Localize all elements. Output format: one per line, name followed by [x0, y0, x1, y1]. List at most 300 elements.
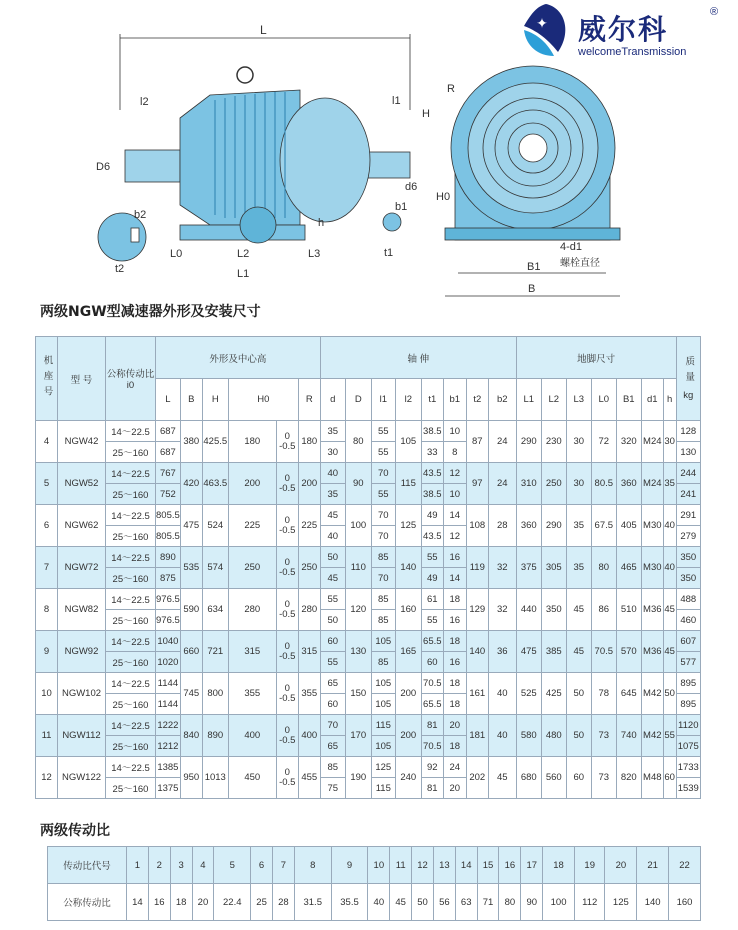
cell-seat: 12 [36, 757, 58, 799]
cell-R: 250 [298, 547, 320, 589]
cell-ratio: 25～160 [106, 526, 156, 547]
ratio-code: 19 [574, 847, 604, 884]
cell-ratio: 25～160 [106, 694, 156, 715]
cell-ratio: 25～160 [106, 442, 156, 463]
hdr-ratio-label: 公称传动比 [106, 369, 155, 380]
cell-d1: M24 [641, 421, 663, 463]
ratio-value: 20 [192, 884, 214, 921]
label-B1: B1 [527, 261, 541, 273]
cell-B: 745 [180, 673, 202, 715]
cell-L: 976.5 [156, 610, 181, 631]
cell-l1: 115 [371, 778, 395, 799]
cell-L2: 350 [541, 589, 566, 631]
table-row [36, 673, 701, 694]
cell-b1: 8 [443, 442, 466, 463]
ratio-value: 28 [273, 884, 295, 921]
cell-R: 400 [298, 715, 320, 757]
cell-t1: 92 [421, 757, 443, 778]
cell-b1: 20 [443, 778, 466, 799]
cell-l1: 55 [371, 442, 395, 463]
cell-kg: 128 [676, 421, 700, 442]
table-row [36, 589, 701, 610]
label-b1: b1 [395, 201, 408, 213]
label-L2: L2 [237, 248, 250, 260]
hdr-col-B1: B1 [616, 379, 641, 421]
cell-h: 40 [663, 547, 676, 589]
ratio-value: 22.4 [214, 884, 251, 921]
cell-kg: 895 [676, 673, 700, 694]
cell-D: 80 [345, 421, 371, 463]
label-h: h [318, 217, 325, 229]
ratio-code: 11 [390, 847, 412, 884]
cell-ratio: 14～22.5 [106, 463, 156, 484]
cell-L0: 86 [591, 589, 616, 631]
cell-ratio: 14～22.5 [106, 547, 156, 568]
cell-L: 767 [156, 463, 181, 484]
cell-model: NGW92 [58, 631, 106, 673]
ratio-value: 16 [148, 884, 170, 921]
cell-H0: 180 [228, 421, 276, 463]
hdr-col-L2: L2 [541, 379, 566, 421]
cell-L0: 73 [591, 715, 616, 757]
label-l1: l1 [392, 95, 401, 107]
table-row [36, 463, 701, 484]
cell-b1: 16 [443, 610, 466, 631]
ratio-value: 125 [605, 884, 637, 921]
cell-d1: M30 [641, 547, 663, 589]
cell-b1: 18 [443, 736, 466, 757]
tolerance: 0 -0.5 [279, 430, 296, 452]
cell-t2: 97 [466, 463, 488, 505]
ratio-code: 1 [127, 847, 149, 884]
cell-L: 1222 [156, 715, 181, 736]
ratio-code: 18 [543, 847, 575, 884]
label-L1: L1 [237, 268, 250, 280]
ratio-value: 18 [170, 884, 192, 921]
cell-l1: 70 [371, 526, 395, 547]
hdr-col-h: h [663, 379, 676, 421]
cell-R: 455 [298, 757, 320, 799]
cell-kg: 244 [676, 463, 700, 484]
cell-d: 40 [320, 463, 345, 484]
cell-kg: 130 [676, 442, 700, 463]
cell-D: 190 [345, 757, 371, 799]
tolerance: 0 -0.5 [279, 472, 296, 494]
cell-H: 634 [202, 589, 228, 631]
cell-t1: 49 [421, 568, 443, 589]
label-L: L [260, 23, 267, 37]
cell-l1: 115 [371, 715, 395, 736]
cell-ratio: 25～160 [106, 568, 156, 589]
cell-t1: 65.5 [421, 631, 443, 652]
table-row [36, 757, 701, 778]
cell-B1: 740 [616, 715, 641, 757]
cell-H0: 200 [228, 463, 276, 505]
main-table-title: 两级NGW型减速器外形及安装尺寸 [40, 304, 261, 320]
cell-kg: 1539 [676, 778, 700, 799]
table-row [36, 547, 701, 568]
cell-H0: 250 [228, 547, 276, 589]
cell-model: NGW122 [58, 757, 106, 799]
ratio-value: 90 [521, 884, 543, 921]
cell-l2: 140 [395, 547, 421, 589]
cell-B1: 820 [616, 757, 641, 799]
cell-B: 380 [180, 421, 202, 463]
cell-L0: 70.5 [591, 631, 616, 673]
ratio-value: 25 [251, 884, 273, 921]
cell-H0-tol [276, 589, 298, 631]
ratio-code: 7 [273, 847, 295, 884]
cell-H0: 280 [228, 589, 276, 631]
cell-ratio: 14～22.5 [106, 673, 156, 694]
cell-D: 130 [345, 631, 371, 673]
cell-ratio: 14～22.5 [106, 505, 156, 526]
cell-model: NGW82 [58, 589, 106, 631]
cell-l1: 105 [371, 631, 395, 652]
cell-L: 805.5 [156, 505, 181, 526]
cell-H0: 315 [228, 631, 276, 673]
cell-l1: 70 [371, 568, 395, 589]
table-row [36, 715, 701, 736]
cell-l1: 85 [371, 589, 395, 610]
label-B: B [528, 283, 536, 295]
ratio-code: 8 [294, 847, 331, 884]
tolerance: 0 -0.5 [279, 598, 296, 620]
cell-seat: 5 [36, 463, 58, 505]
cell-t1: 65.5 [421, 694, 443, 715]
cell-L3: 30 [566, 463, 591, 505]
hdr-col-B: B [180, 379, 202, 421]
cell-H0: 225 [228, 505, 276, 547]
ratio-code: 14 [455, 847, 477, 884]
cell-d: 70 [320, 715, 345, 736]
cell-seat: 9 [36, 631, 58, 673]
cell-t1: 55 [421, 610, 443, 631]
cell-B1: 465 [616, 547, 641, 589]
cell-H0-tol [276, 463, 298, 505]
cell-b1: 10 [443, 484, 466, 505]
cell-b2: 24 [488, 421, 516, 463]
cell-t2: 129 [466, 589, 488, 631]
cell-B1: 510 [616, 589, 641, 631]
label-bolt: 4-d1 [560, 241, 583, 253]
cell-l2: 240 [395, 757, 421, 799]
cell-d: 75 [320, 778, 345, 799]
cell-H0: 355 [228, 673, 276, 715]
cell-L0: 72 [591, 421, 616, 463]
cell-ratio: 25～160 [106, 778, 156, 799]
cell-kg: 1075 [676, 736, 700, 757]
ratio-table-title: 两级传动比 [40, 823, 110, 839]
ratio-code: 9 [331, 847, 368, 884]
cell-B1: 320 [616, 421, 641, 463]
cell-t1: 43.5 [421, 526, 443, 547]
cell-H: 574 [202, 547, 228, 589]
cell-B: 420 [180, 463, 202, 505]
hdr-col-d: d [320, 379, 345, 421]
ratio-code: 6 [251, 847, 273, 884]
brand-emblem-icon [520, 2, 572, 58]
hdr-col-L: L [156, 379, 181, 421]
cell-kg: 279 [676, 526, 700, 547]
cell-L: 1020 [156, 652, 181, 673]
cell-D: 170 [345, 715, 371, 757]
cell-H0-tol [276, 505, 298, 547]
cell-kg: 350 [676, 547, 700, 568]
ratio-value: 56 [433, 884, 455, 921]
hdr-col-t2: t2 [466, 379, 488, 421]
cell-d1: M48 [641, 757, 663, 799]
cell-t1: 49 [421, 505, 443, 526]
cell-L1: 290 [516, 421, 541, 463]
cell-b2: 45 [488, 757, 516, 799]
cell-D: 150 [345, 673, 371, 715]
svg-text:✦: ✦ [536, 15, 548, 31]
cell-H: 721 [202, 631, 228, 673]
cell-B: 475 [180, 505, 202, 547]
cell-d1: M42 [641, 715, 663, 757]
cell-R: 200 [298, 463, 320, 505]
ratio-value: 100 [543, 884, 575, 921]
cell-ratio: 14～22.5 [106, 757, 156, 778]
ratio-code: 13 [433, 847, 455, 884]
cell-L2: 480 [541, 715, 566, 757]
cell-model: NGW52 [58, 463, 106, 505]
cell-d: 65 [320, 736, 345, 757]
label-d6: d6 [405, 181, 418, 193]
cell-L1: 375 [516, 547, 541, 589]
tolerance: 0 -0.5 [279, 766, 296, 788]
ratio-code: 21 [637, 847, 669, 884]
cell-h: 50 [663, 673, 676, 715]
cell-L3: 35 [566, 547, 591, 589]
cell-d: 45 [320, 568, 345, 589]
ratio-code: 16 [499, 847, 521, 884]
cell-l1: 85 [371, 610, 395, 631]
cell-kg: 1733 [676, 757, 700, 778]
cell-b2: 32 [488, 547, 516, 589]
cell-d: 30 [320, 442, 345, 463]
cell-d: 35 [320, 421, 345, 442]
cell-h: 60 [663, 757, 676, 799]
hdr-col-H0: H0 [228, 379, 298, 421]
label-bolt-note: 螺栓直径 [560, 258, 600, 269]
cell-b1: 18 [443, 631, 466, 652]
ratio-value: 14 [127, 884, 149, 921]
cell-ratio: 14～22.5 [106, 715, 156, 736]
cell-L1: 580 [516, 715, 541, 757]
cell-L2: 290 [541, 505, 566, 547]
cell-model: NGW42 [58, 421, 106, 463]
cell-d: 55 [320, 589, 345, 610]
cell-L2: 250 [541, 463, 566, 505]
cell-d: 50 [320, 547, 345, 568]
cell-H: 890 [202, 715, 228, 757]
ratio-table [47, 846, 701, 921]
table-row [36, 505, 701, 526]
cell-l2: 115 [395, 463, 421, 505]
cell-h: 35 [663, 463, 676, 505]
cell-h: 45 [663, 589, 676, 631]
cell-L: 687 [156, 421, 181, 442]
cell-H: 524 [202, 505, 228, 547]
cell-seat: 10 [36, 673, 58, 715]
cell-ratio: 14～22.5 [106, 631, 156, 652]
hdr-col-L1: L1 [516, 379, 541, 421]
ratio-code: 2 [148, 847, 170, 884]
table-row [36, 631, 701, 652]
cell-b2: 32 [488, 589, 516, 631]
cell-B: 535 [180, 547, 202, 589]
ratio-value: 71 [477, 884, 499, 921]
cell-l2: 200 [395, 673, 421, 715]
cell-D: 110 [345, 547, 371, 589]
cell-L0: 78 [591, 673, 616, 715]
cell-L: 1375 [156, 778, 181, 799]
ratio-code: 10 [368, 847, 390, 884]
cell-H: 800 [202, 673, 228, 715]
cell-L3: 45 [566, 589, 591, 631]
cell-b1: 10 [443, 421, 466, 442]
cell-d: 35 [320, 484, 345, 505]
cell-d1: M24 [641, 463, 663, 505]
ratio-code: 12 [412, 847, 434, 884]
cell-L: 687 [156, 442, 181, 463]
cell-L1: 440 [516, 589, 541, 631]
cell-t2: 161 [466, 673, 488, 715]
cell-model: NGW112 [58, 715, 106, 757]
cell-model: NGW62 [58, 505, 106, 547]
tolerance: 0 -0.5 [279, 640, 296, 662]
hdr-col-t1: t1 [421, 379, 443, 421]
cell-L0: 80 [591, 547, 616, 589]
cell-L3: 45 [566, 631, 591, 673]
cell-H0-tol [276, 757, 298, 799]
ratio-value: 31.5 [294, 884, 331, 921]
cell-t2: 140 [466, 631, 488, 673]
cell-kg: 1120 [676, 715, 700, 736]
cell-ratio: 14～22.5 [106, 589, 156, 610]
cell-L1: 525 [516, 673, 541, 715]
cell-d: 40 [320, 526, 345, 547]
cell-H0: 450 [228, 757, 276, 799]
front-view [445, 66, 620, 240]
cell-l2: 165 [395, 631, 421, 673]
cell-b2: 40 [488, 715, 516, 757]
side-view [125, 67, 410, 243]
cell-l1: 125 [371, 757, 395, 778]
cell-L2: 305 [541, 547, 566, 589]
cell-H0-tol [276, 673, 298, 715]
cell-ratio: 25～160 [106, 484, 156, 505]
label-H: H [422, 108, 430, 120]
cell-t2: 119 [466, 547, 488, 589]
cell-t2: 108 [466, 505, 488, 547]
dimension-table [35, 336, 701, 799]
cell-L3: 50 [566, 715, 591, 757]
ratio-code: 15 [477, 847, 499, 884]
cell-t1: 60 [421, 652, 443, 673]
cell-R: 315 [298, 631, 320, 673]
cell-seat: 7 [36, 547, 58, 589]
hdr-col-L0: L0 [591, 379, 616, 421]
cell-L1: 680 [516, 757, 541, 799]
shaft-section-small [383, 213, 401, 231]
cell-t2: 87 [466, 421, 488, 463]
cell-b1: 14 [443, 505, 466, 526]
cell-l2: 105 [395, 421, 421, 463]
cell-b1: 20 [443, 715, 466, 736]
label-L0: L0 [170, 248, 183, 260]
tolerance: 0 -0.5 [279, 514, 296, 536]
cell-H: 425.5 [202, 421, 228, 463]
cell-l1: 55 [371, 484, 395, 505]
cell-b1: 18 [443, 589, 466, 610]
cell-H0-tol [276, 547, 298, 589]
cell-ratio: 25～160 [106, 652, 156, 673]
brand-reg: ® [710, 6, 719, 18]
hdr-col-L3: L3 [566, 379, 591, 421]
ratio-code: 20 [605, 847, 637, 884]
cell-t2: 181 [466, 715, 488, 757]
cell-t1: 33 [421, 442, 443, 463]
hdr-col-b1: b1 [443, 379, 466, 421]
hdr-col-b2: b2 [488, 379, 516, 421]
hdr-ratio [106, 337, 156, 421]
cell-t1: 38.5 [421, 484, 443, 505]
cell-d: 50 [320, 610, 345, 631]
cell-B: 840 [180, 715, 202, 757]
cell-kg: 460 [676, 610, 700, 631]
cell-R: 180 [298, 421, 320, 463]
hdr-mass-label: 质量 [683, 356, 695, 387]
hdr-foot: 地脚尺寸 [516, 337, 676, 379]
cell-l1: 105 [371, 694, 395, 715]
cell-t1: 61 [421, 589, 443, 610]
cell-b1: 16 [443, 652, 466, 673]
cell-R: 355 [298, 673, 320, 715]
cell-L3: 60 [566, 757, 591, 799]
cell-b1: 18 [443, 673, 466, 694]
cell-L: 805.5 [156, 526, 181, 547]
ratio-value: 160 [669, 884, 701, 921]
cell-B1: 570 [616, 631, 641, 673]
cell-l2: 160 [395, 589, 421, 631]
cell-t1: 55 [421, 547, 443, 568]
cell-kg: 895 [676, 694, 700, 715]
hdr-outline: 外形及中心高 [156, 337, 321, 379]
cell-D: 90 [345, 463, 371, 505]
tolerance: 0 -0.5 [279, 556, 296, 578]
cell-H0-tol [276, 421, 298, 463]
ratio-value: 140 [637, 884, 669, 921]
cell-ratio: 25～160 [106, 736, 156, 757]
cell-L: 890 [156, 547, 181, 568]
label-H0: H0 [436, 191, 451, 203]
cell-R: 225 [298, 505, 320, 547]
hdr-mass-unit: kg [683, 390, 694, 401]
ratio-value: 50 [412, 884, 434, 921]
cell-l1: 70 [371, 505, 395, 526]
cell-t1: 38.5 [421, 421, 443, 442]
cell-b1: 24 [443, 757, 466, 778]
label-L3: L3 [308, 248, 321, 260]
cell-b1: 16 [443, 547, 466, 568]
cell-l1: 105 [371, 673, 395, 694]
cell-ratio: 25～160 [106, 610, 156, 631]
cell-seat: 4 [36, 421, 58, 463]
cell-t1: 70.5 [421, 673, 443, 694]
